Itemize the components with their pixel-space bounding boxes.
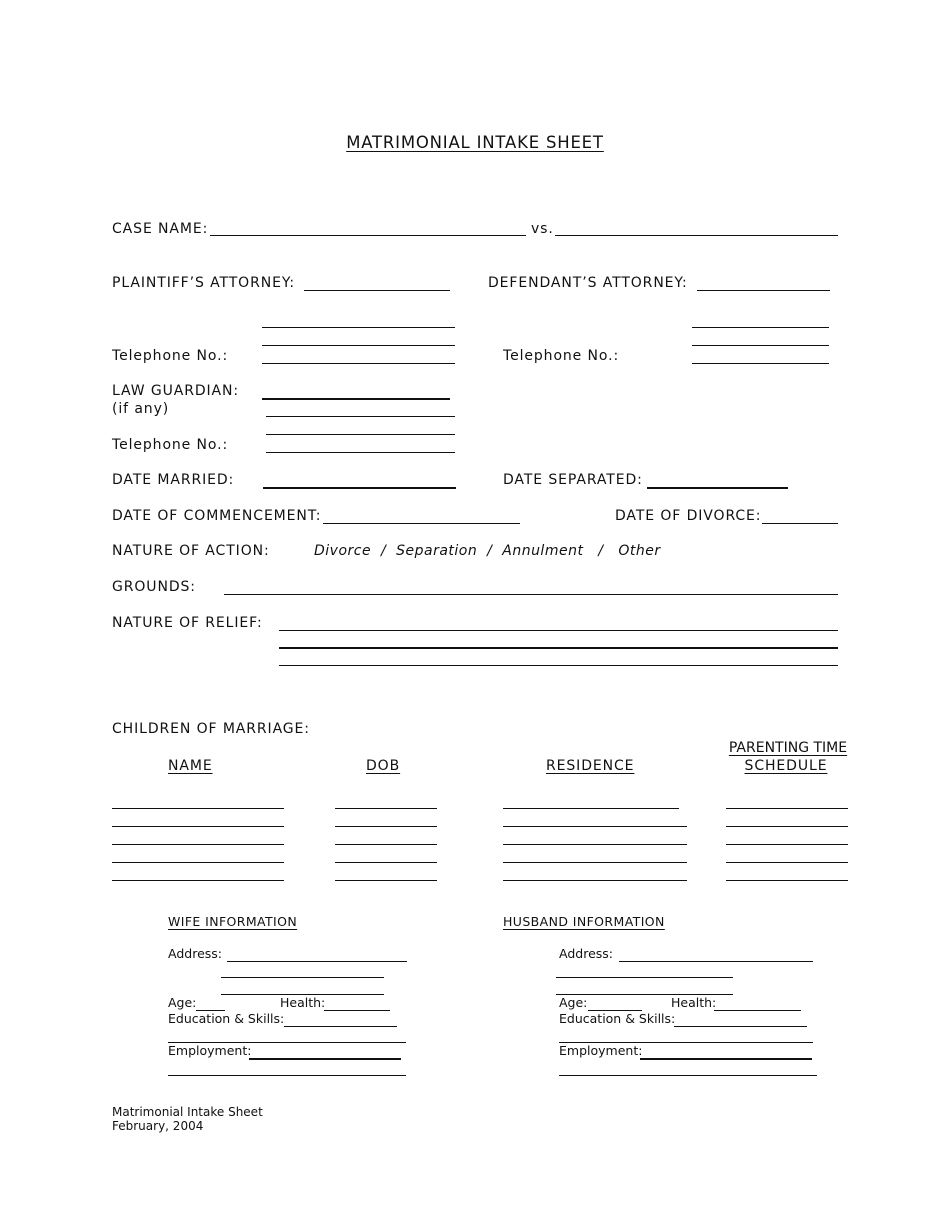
date-commencement-label: DATE OF COMMENCEMENT: bbox=[112, 508, 322, 524]
child-dob-field[interactable] bbox=[335, 880, 437, 881]
law-guardian-telephone-field[interactable] bbox=[266, 452, 455, 453]
law-guardian-field[interactable] bbox=[262, 398, 450, 400]
husband-age-label: Age: bbox=[559, 995, 588, 1010]
law-guardian-address-line-2[interactable] bbox=[266, 434, 455, 435]
case-name-field[interactable] bbox=[210, 235, 526, 236]
child-name-field[interactable] bbox=[112, 880, 284, 881]
children-heading: CHILDREN OF MARRIAGE: bbox=[112, 721, 310, 737]
date-divorce-label: DATE OF DIVORCE: bbox=[615, 508, 762, 524]
date-married-field[interactable] bbox=[263, 487, 456, 489]
defendant-telephone-label: Telephone No.: bbox=[503, 348, 620, 364]
law-guardian-label: LAW GUARDIAN: bbox=[112, 383, 240, 399]
law-guardian-telephone-label: Telephone No.: bbox=[112, 437, 229, 453]
case-name-opposing-field[interactable] bbox=[555, 235, 838, 236]
child-residence-field[interactable] bbox=[503, 862, 687, 863]
plaintiff-attorney-label: PLAINTIFF’S ATTORNEY: bbox=[112, 275, 296, 291]
nature-of-relief-line-1[interactable] bbox=[279, 630, 838, 631]
child-name-field[interactable] bbox=[112, 862, 284, 863]
child-residence-field[interactable] bbox=[503, 808, 679, 809]
child-parenting-field[interactable] bbox=[726, 880, 848, 881]
wife-education-label: Education & Skills: bbox=[168, 1011, 285, 1026]
nature-of-relief-label: NATURE OF RELIEF: bbox=[112, 615, 263, 631]
plaintiff-attorney-address-line-1[interactable] bbox=[262, 327, 455, 328]
footer-title: Matrimonial Intake Sheet bbox=[112, 1105, 263, 1119]
child-residence-field[interactable] bbox=[503, 844, 687, 845]
child-name-field[interactable] bbox=[112, 826, 284, 827]
child-dob-field[interactable] bbox=[335, 808, 437, 809]
child-parenting-field[interactable] bbox=[726, 826, 848, 827]
date-separated-label: DATE SEPARATED: bbox=[503, 472, 643, 488]
nature-of-action-label: NATURE OF ACTION: bbox=[112, 543, 270, 559]
husband-health-label: Health: bbox=[671, 995, 717, 1010]
children-name-header: NAME bbox=[168, 758, 213, 774]
child-parenting-field[interactable] bbox=[726, 862, 848, 863]
plaintiff-attorney-field[interactable] bbox=[304, 290, 450, 291]
husband-education-label: Education & Skills: bbox=[559, 1011, 676, 1026]
child-name-field[interactable] bbox=[112, 808, 284, 809]
child-name-field[interactable] bbox=[112, 844, 284, 845]
child-residence-field[interactable] bbox=[503, 826, 687, 827]
case-name-label: CASE NAME: bbox=[112, 221, 209, 237]
child-parenting-field[interactable] bbox=[726, 844, 848, 845]
wife-employment-field[interactable] bbox=[249, 1058, 401, 1060]
husband-address-label: Address: bbox=[559, 946, 613, 961]
defendant-telephone-field[interactable] bbox=[692, 363, 829, 364]
date-separated-field[interactable] bbox=[647, 487, 788, 489]
footer-date: February, 2004 bbox=[112, 1119, 204, 1133]
defendant-attorney-address-line-2[interactable] bbox=[692, 345, 829, 346]
defendant-attorney-address-line-1[interactable] bbox=[692, 327, 829, 328]
date-married-label: DATE MARRIED: bbox=[112, 472, 235, 488]
children-dob-header: DOB bbox=[366, 758, 401, 774]
wife-employment-line-2[interactable] bbox=[168, 1075, 406, 1076]
grounds-label: GROUNDS: bbox=[112, 579, 196, 595]
children-parenting-header-line2: SCHEDULE bbox=[744, 758, 828, 774]
children-parenting-header-line1: PARENTING TIME bbox=[728, 740, 848, 756]
wife-employment-label: Employment: bbox=[168, 1043, 252, 1058]
husband-address-line-2[interactable] bbox=[556, 977, 733, 978]
plaintiff-attorney-address-line-2[interactable] bbox=[262, 345, 455, 346]
wife-address-line-2[interactable] bbox=[221, 977, 384, 978]
plaintiff-telephone-field[interactable] bbox=[262, 363, 455, 364]
defendant-attorney-label: DEFENDANT’S ATTORNEY: bbox=[488, 275, 688, 291]
wife-health-label: Health: bbox=[280, 995, 326, 1010]
wife-address-field[interactable] bbox=[227, 961, 407, 962]
defendant-attorney-field[interactable] bbox=[697, 290, 830, 291]
child-residence-field[interactable] bbox=[503, 880, 687, 881]
child-parenting-field[interactable] bbox=[726, 808, 848, 809]
husband-employment-label: Employment: bbox=[559, 1043, 643, 1058]
children-residence-header: RESIDENCE bbox=[546, 758, 635, 774]
child-dob-field[interactable] bbox=[335, 862, 437, 863]
law-guardian-sublabel: (if any) bbox=[112, 401, 170, 417]
date-commencement-field[interactable] bbox=[323, 523, 520, 524]
husband-health-field[interactable] bbox=[714, 1010, 801, 1011]
husband-employment-line-2[interactable] bbox=[559, 1075, 817, 1076]
nature-of-action-options[interactable]: Divorce / Separation / Annulment / Other bbox=[314, 543, 661, 559]
wife-age-label: Age: bbox=[168, 995, 197, 1010]
date-divorce-field[interactable] bbox=[762, 523, 838, 524]
nature-of-relief-line-3[interactable] bbox=[279, 665, 838, 666]
wife-info-heading: WIFE INFORMATION bbox=[168, 914, 298, 929]
wife-health-field[interactable] bbox=[324, 1010, 390, 1011]
child-dob-field[interactable] bbox=[335, 844, 437, 845]
husband-education-field[interactable] bbox=[674, 1026, 807, 1027]
plaintiff-telephone-label: Telephone No.: bbox=[112, 348, 229, 364]
husband-address-field[interactable] bbox=[619, 961, 813, 962]
vs-label: vs. bbox=[531, 221, 554, 237]
husband-info-heading: HUSBAND INFORMATION bbox=[503, 914, 665, 929]
grounds-field[interactable] bbox=[224, 594, 838, 595]
wife-address-label: Address: bbox=[168, 946, 222, 961]
child-dob-field[interactable] bbox=[335, 826, 437, 827]
page-title: MATRIMONIAL INTAKE SHEET bbox=[346, 133, 604, 152]
husband-employment-field[interactable] bbox=[640, 1058, 812, 1060]
wife-education-field[interactable] bbox=[284, 1026, 397, 1027]
nature-of-relief-line-2[interactable] bbox=[279, 647, 838, 649]
law-guardian-address-line-1[interactable] bbox=[266, 416, 455, 417]
